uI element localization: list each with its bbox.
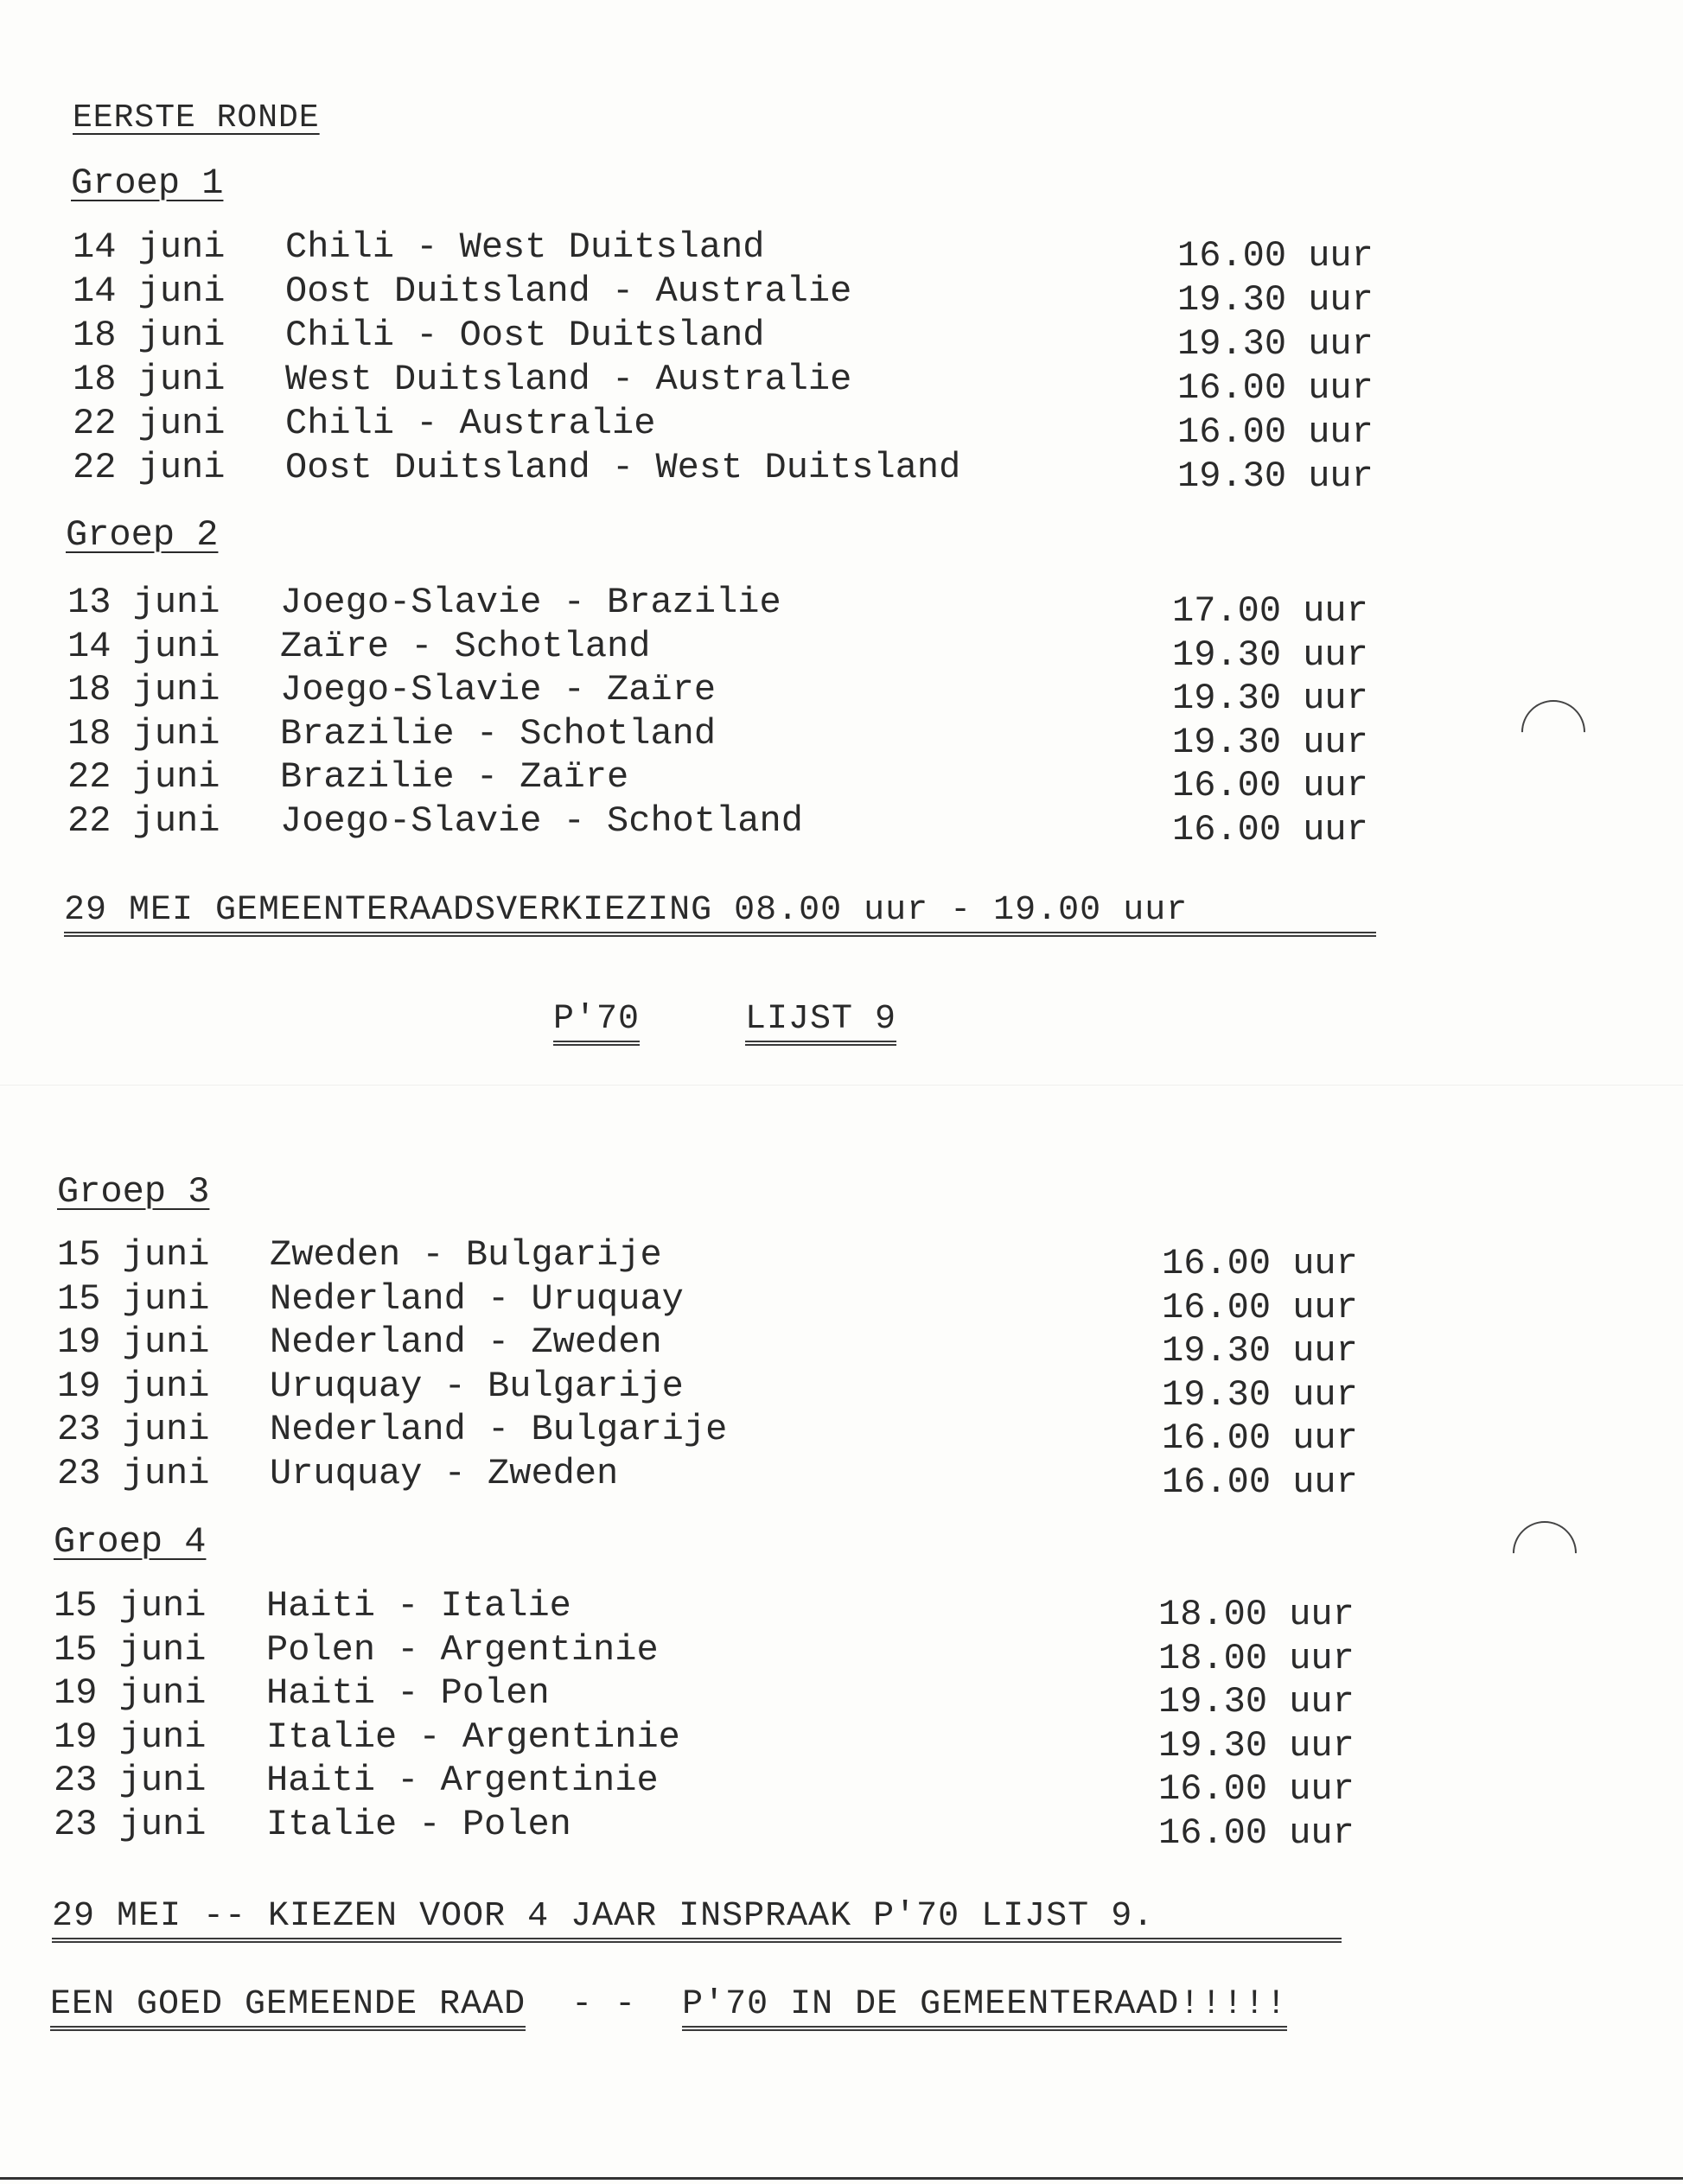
match-teams: Brazilie - Zaïre xyxy=(280,756,629,798)
match-time: 16.00 uur xyxy=(1162,1417,1358,1459)
match-teams: Nederland - Zweden xyxy=(270,1321,662,1363)
match-teams: Polen - Argentinie xyxy=(266,1628,659,1671)
match-teams: Italie - Argentinie xyxy=(266,1716,680,1758)
slogan-2-left: EEN GOED GEMEENDE RAAD xyxy=(50,1986,526,2031)
group-title-4: Groep 4 xyxy=(54,1521,207,1563)
match-date: 19 juni xyxy=(54,1672,207,1714)
match-date: 14 juni xyxy=(73,226,226,268)
match-teams: Uruquay - Bulgarije xyxy=(270,1365,684,1407)
slogan-2-separator: - - xyxy=(571,1985,637,2024)
match-date: 18 juni xyxy=(73,315,226,356)
match-row xyxy=(57,1321,1406,1372)
match-teams: Haiti - Polen xyxy=(266,1672,550,1714)
match-date: 15 juni xyxy=(54,1628,207,1671)
match-time: 16.00 uur xyxy=(1162,1461,1358,1503)
match-teams: Chili - Oost Duitsland xyxy=(285,315,765,356)
match-row xyxy=(57,1409,1406,1459)
match-row xyxy=(57,1277,1406,1328)
match-date: 18 juni xyxy=(73,359,226,400)
match-date: 15 juni xyxy=(57,1234,210,1276)
match-time: 16.00 uur xyxy=(1158,1812,1355,1854)
match-time: 19.30 uur xyxy=(1172,634,1368,676)
match-row xyxy=(54,1672,1402,1722)
match-date: 19 juni xyxy=(54,1716,207,1758)
fold-line xyxy=(0,1085,1683,1086)
match-teams: West Duitsland - Australie xyxy=(285,359,852,400)
match-time: 19.30 uur xyxy=(1158,1681,1355,1722)
group-title-2: Groep 2 xyxy=(66,514,219,556)
match-time: 16.00 uur xyxy=(1177,235,1374,277)
match-row xyxy=(57,1452,1406,1503)
match-teams: Nederland - Uruquay xyxy=(270,1277,684,1320)
match-time: 16.00 uur xyxy=(1172,808,1368,850)
match-date: 22 juni xyxy=(67,756,220,798)
group-title-3: Groep 3 xyxy=(57,1171,210,1213)
match-time: 19.30 uur xyxy=(1158,1724,1355,1767)
match-row xyxy=(57,1365,1406,1416)
match-row xyxy=(73,226,1421,277)
match-teams: Joego-Slavie - Zaïre xyxy=(280,669,717,710)
match-time: 18.00 uur xyxy=(1158,1637,1355,1679)
match-teams: Oost Duitsland - West Duitsland xyxy=(285,447,961,488)
slogan-2-right: P'70 IN DE GEMEENTERAAD!!!!! xyxy=(682,1986,1287,2031)
bottom-edge xyxy=(0,2177,1683,2180)
match-row xyxy=(67,582,1416,632)
match-date: 22 juni xyxy=(73,403,226,444)
party-name: P'70 xyxy=(553,1001,640,1046)
match-row xyxy=(73,403,1421,453)
match-teams: Zaïre - Schotland xyxy=(280,625,651,667)
match-row xyxy=(67,756,1416,806)
match-date: 18 juni xyxy=(67,669,220,710)
match-teams: Zweden - Bulgarije xyxy=(270,1234,662,1276)
match-row xyxy=(67,712,1416,763)
match-row xyxy=(67,799,1416,850)
match-time: 19.30 uur xyxy=(1177,279,1374,321)
match-time: 17.00 uur xyxy=(1172,590,1368,632)
party-list: LIJST 9 xyxy=(745,1001,896,1046)
match-teams: Nederland - Bulgarije xyxy=(270,1409,728,1450)
match-row xyxy=(54,1760,1402,1810)
match-time: 19.30 uur xyxy=(1162,1373,1358,1416)
match-teams: Joego-Slavie - Schotland xyxy=(280,799,803,842)
match-date: 18 juni xyxy=(67,712,220,755)
match-date: 19 juni xyxy=(57,1365,210,1407)
match-date: 14 juni xyxy=(73,271,226,312)
match-teams: Oost Duitsland - Australie xyxy=(285,271,852,312)
match-teams: Uruquay - Zweden xyxy=(270,1452,619,1494)
group-title-1: Groep 1 xyxy=(71,162,224,204)
match-time: 16.00 uur xyxy=(1158,1768,1355,1810)
match-row xyxy=(54,1803,1402,1854)
match-row xyxy=(67,669,1416,719)
match-time: 19.30 uur xyxy=(1177,455,1374,497)
match-time: 16.00 uur xyxy=(1177,411,1374,453)
match-date: 14 juni xyxy=(67,625,220,667)
slogan-2 xyxy=(50,1986,1287,2031)
match-time: 16.00 uur xyxy=(1162,1243,1358,1284)
match-date: 22 juni xyxy=(67,799,220,842)
match-time: 19.30 uur xyxy=(1172,678,1368,719)
match-time: 19.30 uur xyxy=(1177,323,1374,365)
match-time: 18.00 uur xyxy=(1158,1594,1355,1635)
match-row xyxy=(54,1628,1402,1679)
match-date: 19 juni xyxy=(57,1321,210,1363)
match-teams: Brazilie - Schotland xyxy=(280,712,717,755)
match-teams: Joego-Slavie - Brazilie xyxy=(280,582,781,623)
match-row xyxy=(73,359,1421,409)
match-time: 16.00 uur xyxy=(1172,765,1368,806)
section-title: EERSTE RONDE xyxy=(73,99,320,137)
match-date: 23 juni xyxy=(54,1803,207,1845)
match-time: 16.00 uur xyxy=(1162,1286,1358,1328)
match-date: 13 juni xyxy=(67,582,220,623)
match-teams: Haiti - Italie xyxy=(266,1585,571,1627)
match-row xyxy=(54,1716,1402,1767)
match-date: 23 juni xyxy=(57,1409,210,1450)
match-time: 16.00 uur xyxy=(1177,367,1374,409)
match-row xyxy=(67,625,1416,676)
match-date: 15 juni xyxy=(57,1277,210,1320)
match-row xyxy=(54,1585,1402,1635)
punch-hole-bottom xyxy=(1500,1508,1591,1599)
match-time: 19.30 uur xyxy=(1162,1330,1358,1372)
match-row xyxy=(73,271,1421,321)
match-date: 22 juni xyxy=(73,447,226,488)
match-date: 23 juni xyxy=(57,1452,210,1494)
slogan-1: 29 MEI -- KIEZEN VOOR 4 JAAR INSPRAAK P'70 LIJST 9. xyxy=(52,1898,1342,1943)
election-line: 29 MEI GEMEENTERAADSVERKIEZING 08.00 uur - 19.00 uur xyxy=(64,892,1376,937)
punch-hole-top xyxy=(1508,687,1599,778)
match-teams: Haiti - Argentinie xyxy=(266,1760,659,1801)
match-date: 23 juni xyxy=(54,1760,207,1801)
match-row xyxy=(73,447,1421,497)
match-teams: Italie - Polen xyxy=(266,1803,571,1845)
match-row xyxy=(73,315,1421,365)
match-time: 19.30 uur xyxy=(1172,721,1368,763)
match-date: 15 juni xyxy=(54,1585,207,1627)
match-teams: Chili - Australie xyxy=(285,403,656,444)
match-row xyxy=(57,1234,1406,1284)
match-teams: Chili - West Duitsland xyxy=(285,226,765,268)
